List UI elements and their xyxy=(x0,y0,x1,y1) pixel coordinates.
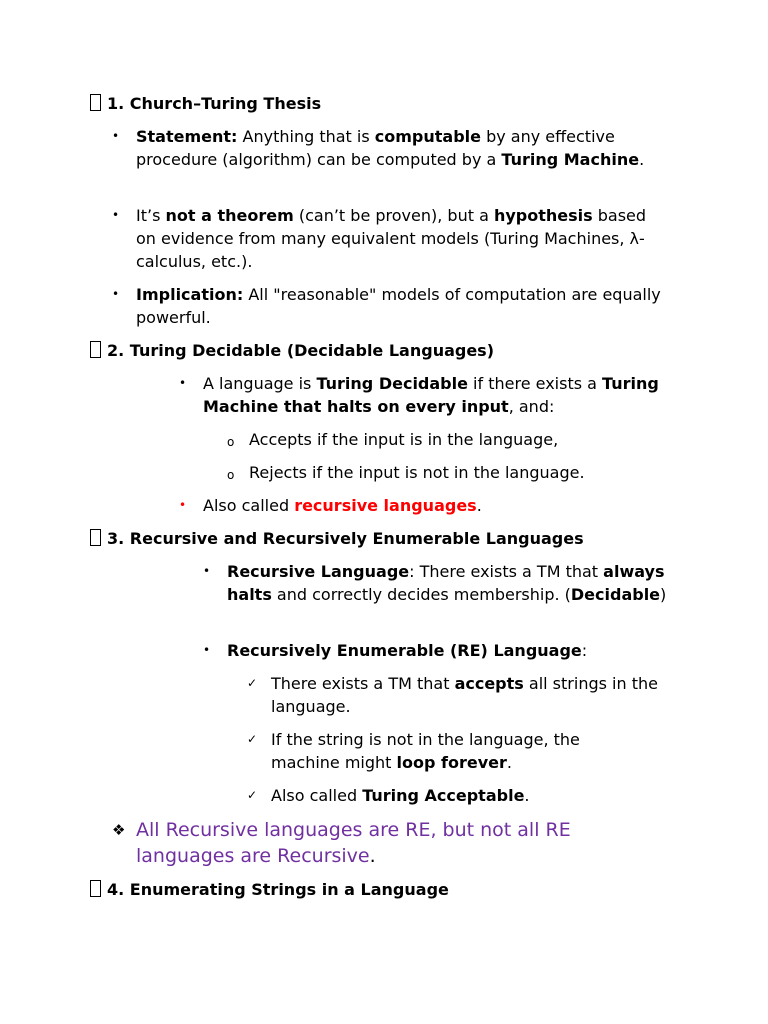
list-item: • Recursive Language: There exists a TM that always halts and correctly decides membership. (Decidable) xyxy=(203,562,667,604)
list-item: • Also called recursive languages. xyxy=(179,496,482,515)
checkmark-icon: ✓ xyxy=(247,676,258,690)
list-item: • A language is Turing Decidable if there exists a Turing Machine that halts on every input, and: xyxy=(179,374,659,416)
list-item: • Statement: Anything that is computable by any effective procedure (algorithm) can be computed by a Turing Machine. xyxy=(112,127,645,169)
missing-glyph-icon xyxy=(90,880,101,897)
list-item: • Implication: All "reasonable" models of computation are equally powerful. xyxy=(112,285,661,327)
bullet-icon: • xyxy=(112,287,120,301)
circle-bullet-icon: o xyxy=(227,435,235,449)
list-item: • Recursively Enumerable (RE) Language: xyxy=(203,641,588,660)
check-list-item: ✓ There exists a TM that accepts all strings in the language. xyxy=(247,674,658,716)
diamond-bullet-icon: ❖ xyxy=(112,821,126,839)
circle-bullet-icon: o xyxy=(227,468,235,482)
section-heading-3: 3. Recursive and Recursively Enumerable Languages xyxy=(90,527,584,550)
bullet-icon: • xyxy=(179,376,187,390)
section-heading-4: 4. Enumerating Strings in a Language xyxy=(90,878,449,901)
bullet-icon: • xyxy=(179,498,187,512)
note-item: ❖ All Recursive languages are RE, but not all RE languages are Recursive. xyxy=(112,819,571,867)
sub-list-item: o Rejects if the input is not in the language. xyxy=(249,461,669,484)
missing-glyph-icon xyxy=(90,94,101,111)
list-item: • It’s not a theorem (can’t be proven), but a hypothesis based on evidence from many equivalent models (Turing Machines, λ-calculus, etc.). xyxy=(112,206,647,271)
bullet-icon: • xyxy=(112,129,120,143)
bullet-icon: • xyxy=(203,564,211,578)
section-heading-2: 2. Turing Decidable (Decidable Languages) xyxy=(90,339,494,362)
checkmark-icon: ✓ xyxy=(247,788,258,802)
missing-glyph-icon xyxy=(90,529,101,546)
check-list-item: ✓ Also called Turing Acceptable. xyxy=(247,786,530,805)
bullet-icon: • xyxy=(112,208,120,222)
check-list-item: ✓ If the string is not in the language, the machine might loop forever. xyxy=(247,730,580,772)
bullet-icon: • xyxy=(203,643,211,657)
section-heading-1: 1. Church–Turing Thesis xyxy=(90,92,321,115)
sub-list-item: o Accepts if the input is in the language, xyxy=(249,428,669,451)
missing-glyph-icon xyxy=(90,341,101,358)
checkmark-icon: ✓ xyxy=(247,732,258,746)
